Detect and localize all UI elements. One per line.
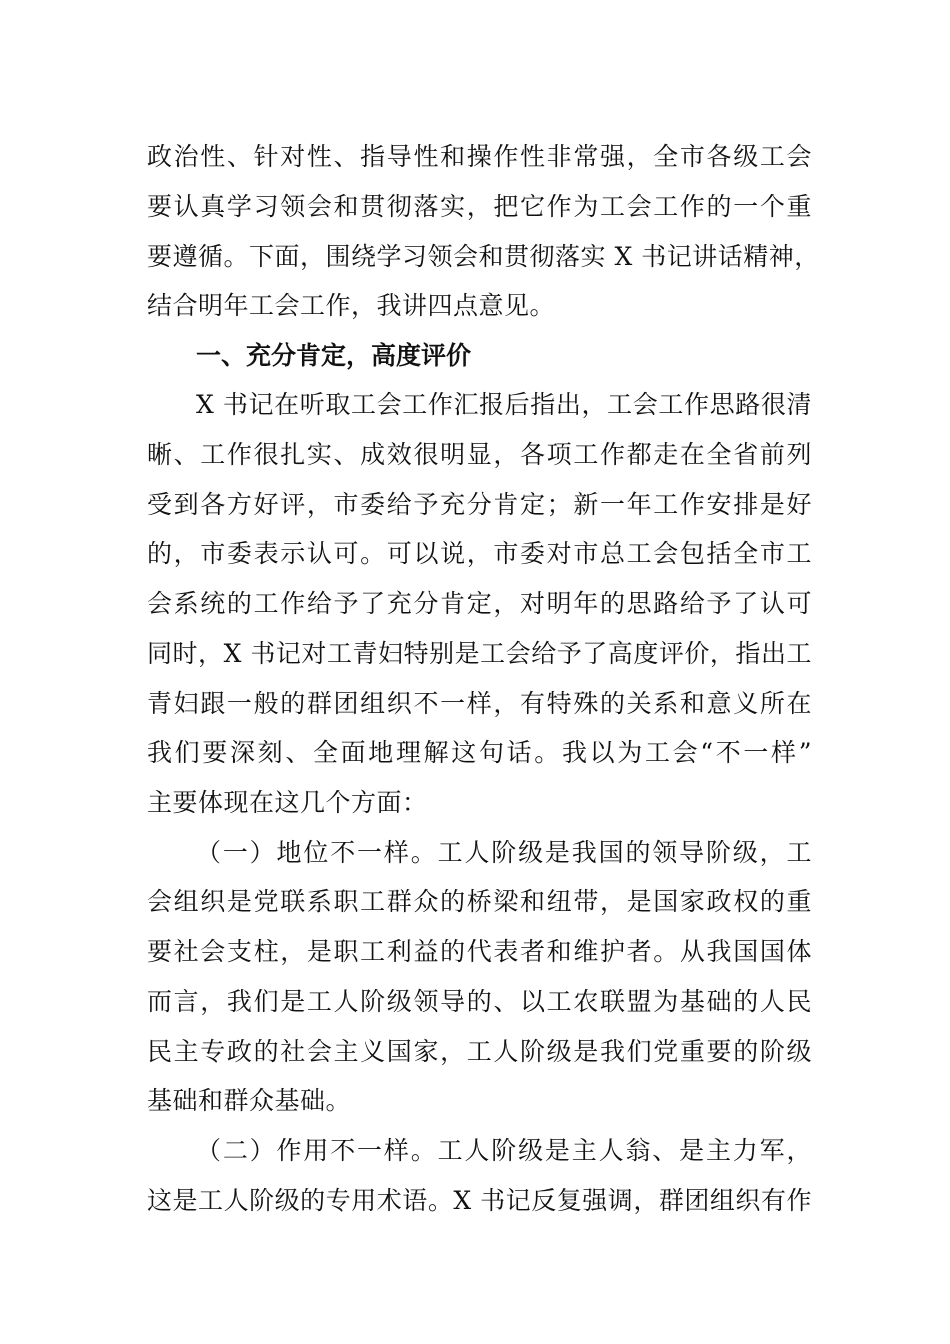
text-line: 受到各方好评，市委给予充分肯定；新一年工作安排是好	[147, 490, 812, 519]
text-line: 会系统的工作给予了充分肯定，对明年的思路给予了认可	[147, 589, 812, 618]
text-line: 要认真学习领会和贯彻落实，把它作为工会工作的一个重	[147, 192, 812, 221]
text-line: 晰、工作很扎实、成效很明显，各项工作都走在全省前列	[147, 440, 812, 469]
text-line: 要遵循。下面，围绕学习领会和贯彻落实 X 书记讲话精神，	[147, 242, 820, 271]
section-heading: 一、充分肯定，高度评价	[196, 341, 472, 370]
text-line: 的，市委表示认可。可以说，市委对市总工会包括全市工	[147, 539, 812, 568]
text-line: 青妇跟一般的群团组织不一样，有特殊的关系和意义所在	[147, 689, 812, 718]
text-line: 主要体现在这几个方面：	[147, 788, 428, 817]
text-line: 我们要深刻、全面地理解这句话。我以为工会“不一样”	[147, 738, 812, 767]
text-line: 政治性、针对性、指导性和操作性非常强，全市各级工会	[147, 142, 812, 171]
text-line: 而言，我们是工人阶级领导的、以工农联盟为基础的人民	[147, 987, 812, 1016]
text-line: 同时，X 书记对工青妇特别是工会给予了高度评价，指出工	[147, 639, 812, 668]
paragraph-first-line: X 书记在听取工会工作汇报后指出，工会工作思路很清	[196, 390, 812, 419]
text-line: 这是工人阶级的专用术语。X 书记反复强调，群团组织有作	[147, 1186, 812, 1215]
text-line: 基础和群众基础。	[147, 1086, 352, 1115]
text-line: 结合明年工会工作，我讲四点意见。	[147, 291, 556, 320]
text-line: 会组织是党联系职工群众的桥梁和纽带，是国家政权的重	[147, 887, 812, 916]
subsection-first-line: （一）地位不一样。工人阶级是我国的领导阶级，工	[196, 838, 812, 867]
text-line: 要社会支柱，是职工利益的代表者和维护者。从我国国体	[147, 937, 812, 966]
subsection-first-line: （二）作用不一样。工人阶级是主人翁、是主力军，	[196, 1136, 812, 1165]
text-line: 民主专政的社会主义国家，工人阶级是我们党重要的阶级	[147, 1037, 812, 1066]
